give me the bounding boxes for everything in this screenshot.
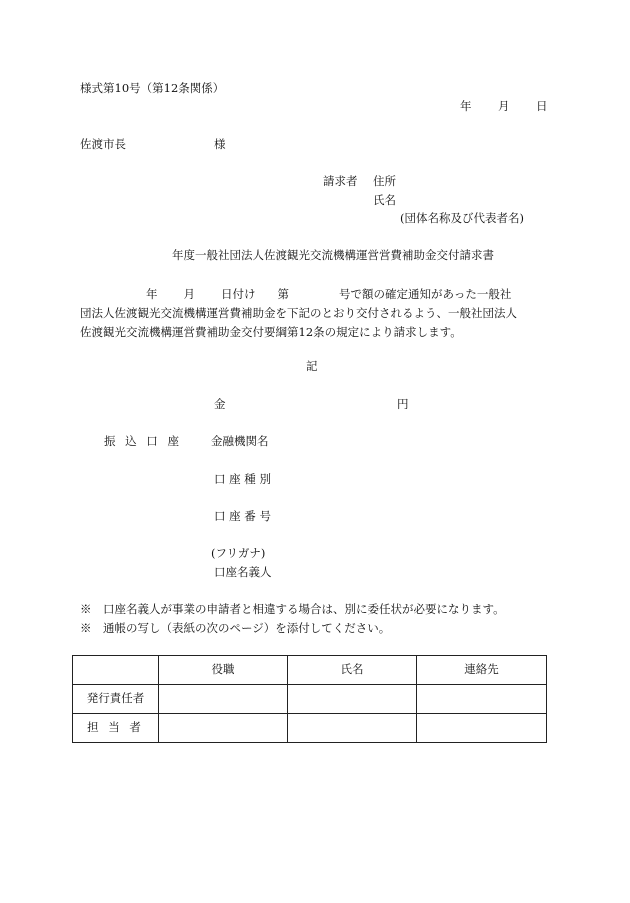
date-day: 日 — [536, 99, 548, 113]
document-title: 年度一般社団法人佐渡観光交流機構運営営費補助金交付請求書 — [172, 248, 494, 262]
bank-account-number-label: 口 座 番 号 — [214, 509, 271, 523]
amount-label: 金 — [214, 397, 226, 411]
date-year: 年 — [460, 99, 472, 113]
bank-section-label: 振 込 口 座 — [104, 434, 182, 448]
issuer-name-cell[interactable] — [288, 685, 417, 714]
requester-note: (団体名称及び代表者名) — [400, 211, 524, 225]
body-line2: 団法人佐渡観光交流機構運営費補助金を下記のとおり交付されるよう、一般社団法人 — [80, 306, 517, 320]
bank-furigana-label: (フリガナ) — [211, 546, 266, 560]
table-row — [73, 714, 547, 743]
addressee-name: 佐渡市長 — [80, 137, 126, 151]
table-header-contact: 連絡先 — [417, 656, 547, 685]
requester-address-label: 住所 — [373, 174, 396, 188]
body-dai: 第 — [277, 287, 289, 301]
contact-table — [72, 655, 547, 743]
body-year: 年 — [146, 287, 158, 301]
staff-position-cell[interactable] — [159, 714, 288, 743]
date-month: 月 — [498, 99, 510, 113]
requester-name-label: 氏名 — [373, 193, 396, 207]
issuer-position-cell[interactable] — [159, 685, 288, 714]
issuer-contact-cell[interactable] — [417, 685, 547, 714]
staff-name-cell[interactable] — [288, 714, 417, 743]
requester-label: 請求者 — [323, 174, 358, 188]
table-header-position: 役職 — [159, 656, 288, 685]
note-passbook: ※ 通帳の写し（表紙の次のページ）を添付してください。 — [80, 621, 391, 635]
bank-institution-label: 金融機関名 — [211, 434, 269, 448]
amount-unit: 円 — [397, 397, 409, 411]
body-rest-line1: 号で額の確定通知があった一般社 — [339, 287, 512, 301]
table-row — [73, 685, 547, 714]
staff-contact-cell[interactable] — [417, 714, 547, 743]
body-day-issued: 日付け — [221, 287, 256, 301]
body-paragraph — [80, 285, 550, 342]
body-month: 月 — [183, 287, 195, 301]
bank-account-type-label: 口 座 種 別 — [214, 472, 271, 486]
table-header-name: 氏名 — [288, 656, 417, 685]
table-header-row — [73, 656, 547, 685]
row-label-issuer: 発行責任者 — [73, 685, 159, 714]
bank-holder-label: 口座名義人 — [214, 565, 272, 579]
note-delegation: ※ 口座名義人が事業の申請者と相違する場合は、別に委任状が必要になります。 — [80, 602, 505, 616]
form-number: 様式第10号（第12条関係） — [80, 81, 225, 95]
ki-heading: 記 — [306, 359, 318, 373]
row-label-person-in-charge: 担 当 者 — [73, 714, 159, 743]
table-header-blank — [73, 656, 159, 685]
addressee-honorific: 様 — [214, 137, 226, 151]
body-line3: 佐渡観光交流機構運営費補助金交付要綱第12条の規定により請求します。 — [80, 325, 462, 339]
